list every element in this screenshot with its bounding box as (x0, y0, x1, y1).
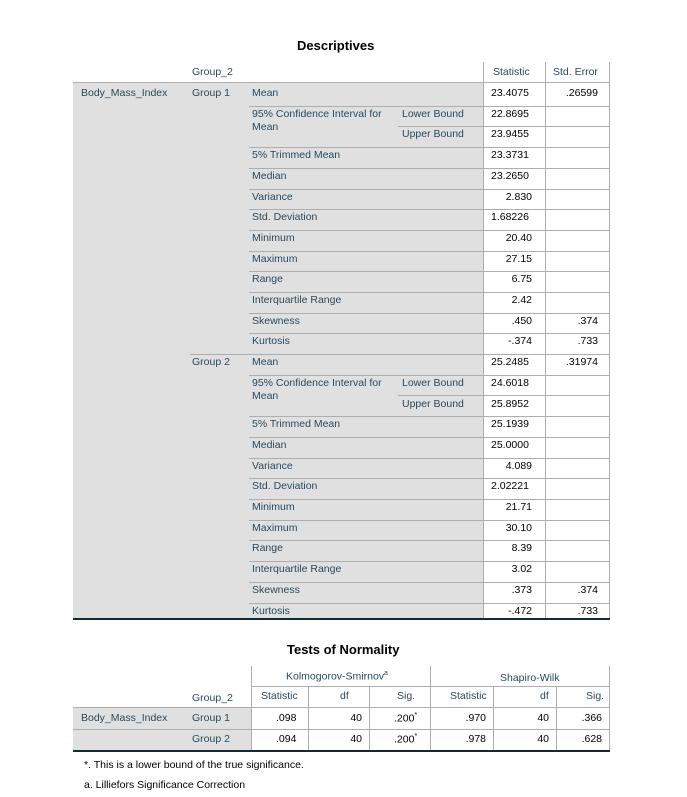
footnote: *. This is a lower bound of the true significance. (84, 759, 304, 771)
significance-mark: * (414, 712, 418, 719)
significance-mark: * (414, 733, 418, 740)
std-error-value: .26599 (565, 87, 598, 99)
bound-label: Upper Bound (402, 128, 464, 141)
ks-sig-value (394, 712, 430, 725)
normality-bottom-rule (73, 750, 610, 752)
ks-header: Kolmogorov-Smirnov$^a$ (286, 670, 388, 683)
statistic-value: 24.6018 (491, 376, 529, 389)
std-error-value: .733 (577, 335, 598, 348)
statistic-value: 25.8952 (491, 397, 529, 410)
bound-label: Lower Bound (402, 107, 464, 120)
sw-sig-header: Sig. (586, 690, 605, 702)
bound-label: Lower Bound (402, 376, 464, 389)
std-error-column-header: Std. Error (553, 66, 598, 78)
statistic-value: 23.2650 (491, 169, 529, 182)
group-label: Group 2 (192, 733, 230, 745)
ks-df-header: df (340, 690, 349, 702)
ks-sig-number: .200 (394, 712, 415, 725)
statistic-label: Mean (252, 356, 279, 369)
ks-statistic-value: .094 (276, 733, 297, 745)
row-rule (249, 209, 610, 210)
row-rule (249, 478, 610, 479)
group-separator (190, 354, 610, 355)
statistic-label: Interquartile Range (252, 563, 342, 576)
row-rule (249, 540, 610, 541)
ci-label: Mean (252, 389, 279, 402)
statistic-label: Kurtosis (252, 604, 290, 617)
statistic-label: Minimum (252, 501, 295, 513)
statistic-label: Range (252, 542, 283, 555)
col-divider (308, 686, 309, 750)
statistic-value: 21.71 (505, 501, 532, 513)
statistic-value: 2.830 (505, 190, 532, 203)
row-rule (249, 189, 610, 190)
col-divider (609, 62, 610, 618)
statistic-value: 23.9455 (491, 128, 529, 141)
ks-statistic-header: Statistic (261, 690, 298, 702)
col-divider (369, 686, 370, 750)
sw-statistic-header: Statistic (450, 690, 487, 702)
ks-df-value: 40 (350, 733, 362, 745)
row-rule (249, 333, 610, 334)
variable-label: Body_Mass_Index (81, 87, 168, 99)
ks-sig-number: .200 (394, 733, 415, 746)
col-divider (251, 666, 252, 750)
statistic-label: Std. Deviation (252, 480, 318, 493)
statistic-value: .373 (511, 583, 532, 596)
statistic-label: Std. Deviation (252, 211, 318, 224)
descriptives-bottom-rule (73, 618, 610, 620)
descriptives-row-header-bg (73, 83, 483, 619)
descriptives-title: Descriptives (297, 38, 375, 53)
col-divider (609, 666, 610, 750)
row-rule (398, 126, 610, 127)
statistic-value: 25.0000 (491, 438, 529, 451)
std-error-value: .31974 (565, 356, 598, 369)
statistic-label: Mean (252, 87, 279, 99)
group-column-header: Group_2 (192, 66, 233, 78)
statistic-value: 25.1939 (491, 418, 529, 431)
ks-sig-value (394, 733, 430, 746)
ks-statistic-value: .098 (276, 712, 297, 724)
bound-label: Upper Bound (402, 397, 464, 410)
statistic-value: 1.68226 (491, 211, 529, 224)
row-rule (249, 520, 610, 521)
statistic-value: 3.02 (511, 563, 532, 576)
row-rule (249, 499, 610, 500)
std-error-value: .374 (577, 583, 598, 596)
sw-sig-value: .628 (581, 733, 602, 745)
std-error-value: .733 (577, 604, 598, 617)
normality-title: Tests of Normality (287, 642, 400, 657)
statistic-label: Interquartile Range (252, 294, 342, 306)
statistic-label: Skewness (252, 314, 300, 327)
statistic-value: -.374 (508, 335, 532, 348)
ci-label: 95% Confidence Interval for (252, 107, 382, 120)
statistic-column-header: Statistic (493, 66, 530, 78)
ci-label: Mean (252, 120, 279, 133)
statistic-value: .450 (511, 314, 532, 327)
statistic-value: 22.8695 (491, 107, 529, 120)
row-rule (249, 271, 610, 272)
statistic-value: 20.40 (505, 231, 532, 244)
statistic-value: 2.42 (511, 294, 532, 306)
row-rule (249, 168, 610, 169)
group-label: Group 2 (192, 356, 230, 369)
std-error-value: .374 (577, 314, 598, 327)
sw-header: Shapiro-Wilk (500, 672, 560, 684)
row-rule (249, 437, 610, 438)
statistic-label: Median (252, 438, 287, 451)
sw-df-value: 40 (537, 733, 549, 745)
sw-statistic-value: .978 (465, 733, 486, 745)
row-rule (249, 458, 610, 459)
col-divider (493, 686, 494, 750)
statistic-label: Median (252, 169, 287, 182)
sw-sig-value: .366 (581, 712, 602, 724)
statistic-value: 2.02221 (491, 480, 529, 493)
row-rule (249, 251, 610, 252)
row-rule (249, 147, 610, 148)
sw-df-header: df (540, 690, 549, 702)
statistic-value: 23.4075 (491, 87, 529, 99)
statistic-value: 25.2485 (491, 356, 529, 369)
row-rule (398, 395, 610, 396)
statistic-value: 23.3731 (491, 149, 529, 162)
row-rule (249, 230, 610, 231)
row-rule (249, 292, 610, 293)
descriptives-header-rule (73, 82, 610, 83)
statistic-value: 6.75 (511, 273, 532, 286)
ci-label: 95% Confidence Interval for (252, 376, 382, 389)
normality-header-rule (73, 707, 610, 708)
col-divider (430, 666, 431, 750)
ks-df-value: 40 (350, 712, 362, 724)
statistic-value: 30.10 (505, 521, 532, 534)
normality-row-rule (73, 729, 610, 730)
statistic-label: 5% Trimmed Mean (252, 418, 341, 431)
group-label: Group 1 (192, 87, 230, 99)
sw-statistic-value: .970 (465, 712, 486, 724)
statistic-label: Minimum (252, 231, 295, 244)
row-rule (249, 561, 610, 562)
statistic-label: Range (252, 273, 283, 286)
statistic-label: Variance (252, 190, 293, 203)
statistic-label: Kurtosis (252, 335, 290, 348)
statistic-value: 4.089 (505, 459, 532, 472)
footnote: a. Lilliefors Significance Correction (84, 779, 246, 791)
group-column-header: Group_2 (192, 692, 233, 704)
statistic-label: Skewness (252, 583, 300, 596)
statistic-label: 5% Trimmed Mean (252, 149, 341, 162)
statistic-label: Maximum (252, 252, 298, 265)
normality-variable-label: Body_Mass_Index (81, 712, 168, 724)
statistic-label: Maximum (252, 521, 298, 534)
group-label: Group 1 (192, 712, 230, 724)
col-divider (556, 686, 557, 750)
sw-df-value: 40 (537, 712, 549, 724)
statistic-value: 8.39 (511, 542, 532, 555)
statistic-value: -.472 (508, 604, 532, 617)
statistic-value: 27.15 (505, 252, 532, 265)
statistic-label: Variance (252, 459, 293, 472)
row-rule (249, 416, 610, 417)
ks-sig-header: Sig. (397, 690, 416, 702)
